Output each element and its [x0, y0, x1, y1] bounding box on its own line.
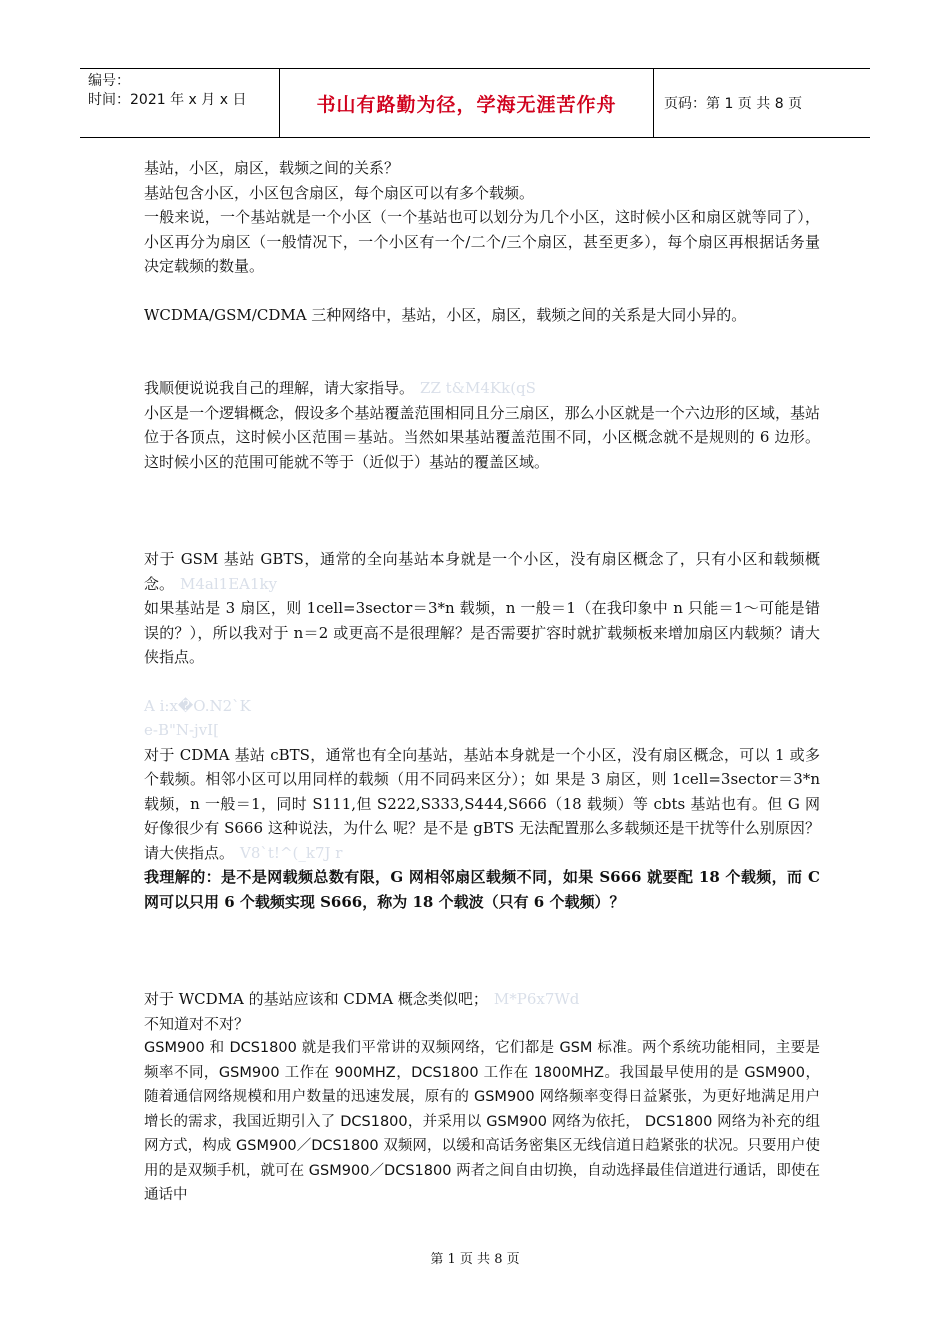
paragraph-wcdma [144, 987, 820, 1012]
document-number-label: 编号： [88, 73, 130, 89]
watermark-text: ZZ t&M4Kk(qS [420, 379, 536, 397]
header-motto: 书山有路勤为径，学海无涯苦作舟 [316, 93, 617, 116]
cdma-text: 对于 CDMA 基站 cBTS，通常也有全向基站，基站本身就是一个小区，没有扇区概念，可以 1 或多个载频。相邻小区可以用同样的载频（用不同码来区分）；如 果是 3 扇区，则 1cell=3sector＝3*n 载频，n 一般＝1，同时 S111,但 S222,S333,S444,S666（18 载频）等 cbts 基站也有。但 G 网好像很少有 S666 这种说法，为什么 呢？是不是 gBTS 无法配置那么多载频还是干扰等什么别原因？请大侠指点。 [144, 745, 820, 862]
paragraph-cdma [144, 743, 820, 866]
paragraph-question: 基站，小区，扇区，载频之间的关系？ [144, 159, 400, 177]
page-footer: 第 1 页 共 8 页 [430, 1252, 520, 1267]
gsm-text: 对于 GSM 基站 GBTS，通常的全向基站本身就是一个小区，没有扇区概念了，只有小区和载频概念。 [144, 550, 820, 593]
paragraph-intro-understanding [144, 376, 820, 401]
header-page-info: 页码：第 1 页 共 8 页 [664, 96, 803, 112]
paragraph-uncertain: 不知道对不对？ [144, 1014, 250, 1033]
intro-text: 我顺便说说我自己的理解，请大家指导。 [144, 379, 415, 397]
paragraph-sector-question: 如果基站是 3 扇区，则 1cell=3sector＝3*n 载频，n 一般＝1（在我印象中 n 只能＝1～可能是错误的？），所以我对于 n＝2 或更高不是很理解？是否需要扩容时就扩载频板来增加扇区内载频？请大侠指点。 [144, 599, 820, 666]
document-body [144, 156, 820, 1208]
wcdma-text: 对于 WCDMA 的基站应该和 CDMA 概念类似吧； [144, 990, 488, 1008]
watermark-text: M*P6x7Wd [493, 990, 580, 1008]
paragraph-dual-band: GSM900 和 DCS1800 就是我们平常讲的双频网络，它们都是 GSM 标准。两个系统功能相同，主要是频率不同，GSM900 工作在 900MHZ，DCS1800 工作在 1800MHZ。我国最早使用的是 GSM900，随着通信网络规模和用户数量的迅速发展，原有的 GSM900 网络频率变得日益紧张，为更好地满足用户增长的需求，我国近期引入了 DCS1800，并采用以 GSM900 网络为依托， DCS1800 网络为补充的组网方式，构成 GSM900／DCS1800 双频网，以缓和高话务密集区无线信道日趋紧张的状况。只要用户使用的是双频手机，就可在 GSM900／DCS1800 两者之间自由切换，自动选择最佳信道进行通话，即使在通话中 [144, 1040, 820, 1203]
header-meta [80, 69, 280, 137]
paragraph-network-comparison: WCDMA/GSM/CDMA 三种网络中，基站，小区，扇区，载频之间的关系是大同小异的。 [144, 305, 747, 324]
paragraph-gsm [144, 547, 820, 596]
paragraph-my-understanding: 我理解的：是不是网载频总数有限，G 网相邻扇区载频不同，如果 S666 就要配 18 个载频，而 C 网可以只用 6 个载频实现 S666，称为 18 个载波（只有 6 个载频）？ [144, 868, 820, 911]
document-date: 时间：2021 年 x 月 x 日 [88, 92, 247, 108]
paragraph-answer: 基站包含小区，小区包含扇区，每个扇区可以有多个载频。 [144, 183, 535, 202]
watermark-line: A i:x�O.N2`K [144, 696, 251, 715]
page-header [80, 68, 870, 138]
paragraph-cell-concept: 小区是一个逻辑概念，假设多个基站覆盖范围相同且分三扇区，那么小区就是一个六边形的区域，基站位于各顶点，这时候小区范围＝基站。当然如果基站覆盖范围不同，小区概念就不是规则的 6 边形。这时候小区的范围可能就不等于（近似于）基站的覆盖区域。 [144, 403, 820, 471]
header-motto-cell [280, 69, 654, 137]
paragraph-explanation: 一般来说，一个基站就是一个小区（一个基站也可以划分为几个小区，这时候小区和扇区就等同了），小区再分为扇区（一般情况下，一个小区有一个/二个/三个扇区，甚至更多），每个扇区再根据话务量决定载频的数量。 [144, 208, 820, 275]
watermark-line: e-B"N-jvI[ [144, 721, 219, 739]
watermark-text: V8`t!^(_k7J r [240, 843, 343, 862]
watermark-text: M4al1EA1ky [180, 574, 278, 593]
